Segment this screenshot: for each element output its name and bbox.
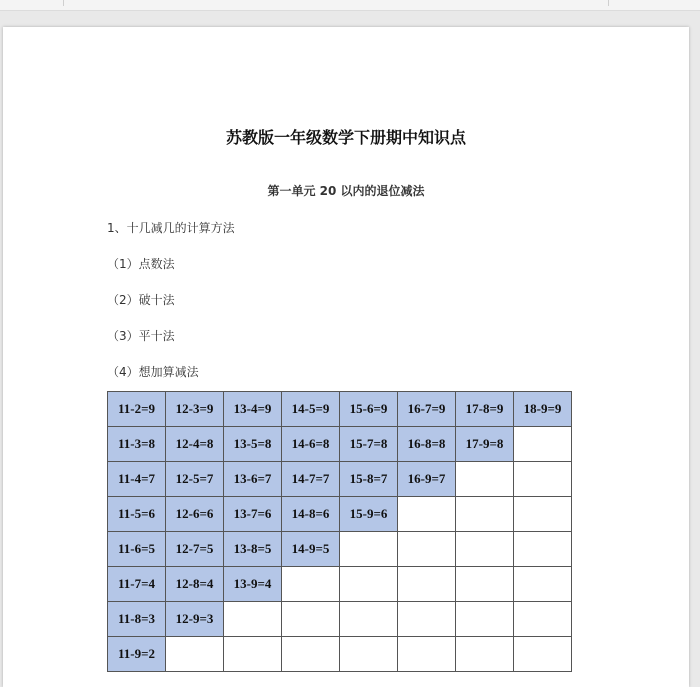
table-cell: 15-7=8 [340,427,398,462]
table-cell [456,532,514,567]
table-cell [340,637,398,672]
table-cell [340,602,398,637]
ruler-tick [608,0,609,6]
table-cell: 14-8=6 [282,497,340,532]
table-cell: 13-6=7 [224,462,282,497]
table-cell: 11-6=5 [108,532,166,567]
table-cell [398,567,456,602]
table-cell: 14-6=8 [282,427,340,462]
table-cell: 12-7=5 [166,532,224,567]
table-cell [282,637,340,672]
text-line: （3）平十法 [107,329,175,343]
table-cell [514,532,572,567]
table-cell: 11-5=6 [108,497,166,532]
table-row [108,497,572,532]
subtraction-table [107,391,572,672]
table-cell: 13-4=9 [224,392,282,427]
table-row [108,392,572,427]
table-row [108,427,572,462]
table-row [108,567,572,602]
table-cell: 13-8=5 [224,532,282,567]
document-title: 苏教版一年级数学下册期中知识点 [225,128,466,147]
table-cell [456,462,514,497]
table-cell: 18-9=9 [514,392,572,427]
table-cell: 13-7=6 [224,497,282,532]
table-row [108,462,572,497]
table-cell [398,637,456,672]
table-cell [340,532,398,567]
table-cell: 11-7=4 [108,567,166,602]
table-cell [456,567,514,602]
table-row [108,532,572,567]
table-cell: 17-9=8 [456,427,514,462]
ruler-tick [63,0,64,6]
table-cell [398,497,456,532]
table-cell [456,602,514,637]
table-cell: 16-7=9 [398,392,456,427]
table-cell [514,602,572,637]
table-cell [166,637,224,672]
table-cell: 11-2=9 [108,392,166,427]
table-cell: 17-8=9 [456,392,514,427]
text-line: 1、十几减几的计算方法 [107,221,235,235]
table-cell [456,637,514,672]
table-cell [340,567,398,602]
table-cell [282,602,340,637]
table-cell: 14-9=5 [282,532,340,567]
text-line: （2）破十法 [107,293,175,307]
table-row [108,637,572,672]
table-cell [282,567,340,602]
table-cell [514,567,572,602]
table-cell: 11-9=2 [108,637,166,672]
table-cell [514,427,572,462]
table-cell: 14-7=7 [282,462,340,497]
table-cell [398,602,456,637]
table-cell: 16-9=7 [398,462,456,497]
text-line: （4）想加算减法 [107,365,199,379]
table-cell: 16-8=8 [398,427,456,462]
unit-heading: 第一单元 20 以内的退位减法 [267,184,425,198]
text-line: （1）点数法 [107,257,175,271]
table-cell: 14-5=9 [282,392,340,427]
table-cell: 12-9=3 [166,602,224,637]
table-cell [514,462,572,497]
table-cell [456,497,514,532]
table-row [108,602,572,637]
table-cell: 13-5=8 [224,427,282,462]
table-cell [514,637,572,672]
table-cell: 11-3=8 [108,427,166,462]
table-cell [398,532,456,567]
table-cell: 15-8=7 [340,462,398,497]
table-cell: 12-4=8 [166,427,224,462]
document-page [3,27,689,687]
table-cell: 15-9=6 [340,497,398,532]
table-cell [224,602,282,637]
table-cell: 15-6=9 [340,392,398,427]
table-cell: 11-4=7 [108,462,166,497]
ruler-strip [0,0,700,11]
table-cell: 12-8=4 [166,567,224,602]
table-cell: 13-9=4 [224,567,282,602]
table-cell [224,637,282,672]
table-cell: 12-3=9 [166,392,224,427]
table-cell [514,497,572,532]
table-cell: 11-8=3 [108,602,166,637]
table-cell: 12-6=6 [166,497,224,532]
table-cell: 12-5=7 [166,462,224,497]
